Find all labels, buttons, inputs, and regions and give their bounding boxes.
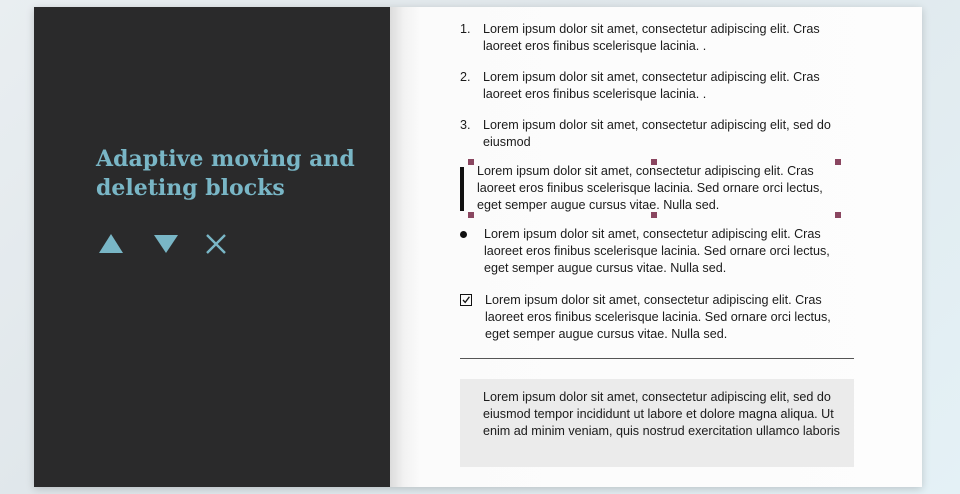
checkbox-item-text: Lorem ipsum dolor sit amet, consectetur adipiscing elit. Cras laoreet eros finibus scelerisque lacinia. Sed ornare orci lectus, eget semper augue cursus vitae. Nulla sed.: [485, 293, 831, 341]
left-page: [34, 7, 390, 487]
quote-text: Lorem ipsum dolor sit amet, consectetur adipiscing elit, sed do eiusmod tempor incididunt ut labore et dolore magna aliqua. Ut enim ad minim veniam, quis nostrud exercitation ullamco laboris: [483, 390, 840, 438]
text-cursor: [460, 167, 464, 211]
divider: [460, 358, 854, 359]
list-number: 1.: [460, 22, 471, 36]
list-item-text: Lorem ipsum dolor sit amet, consectetur adipiscing elit. Cras laoreet eros finibus scelerisque lacinia. .: [483, 70, 820, 101]
checkbox[interactable]: [460, 294, 472, 306]
delete-icon[interactable]: [203, 231, 229, 257]
list-number: 2.: [460, 70, 471, 84]
book-spread: [34, 7, 922, 487]
page-heading: Adaptive moving and deleting blocks: [96, 146, 355, 201]
bullet-dot: [460, 231, 467, 238]
bullet-item-text: Lorem ipsum dolor sit amet, consectetur adipiscing elit. Cras laoreet eros finibus scelerisque lacinia. Sed ornare orci lectus, eget semper augue cursus vitae. Nulla sed.: [484, 227, 830, 275]
selected-block-text: Lorem ipsum dolor sit amet, consectetur adipiscing elit. Cras laoreet eros finibus scelerisque lacinia. Sed ornare orci lectus, eget semper augue cursus vitae. Nulla sed.: [477, 164, 823, 212]
list-number: 3.: [460, 118, 471, 132]
resize-handle[interactable]: [468, 212, 474, 218]
right-page: [390, 7, 922, 487]
quote-block[interactable]: [460, 379, 854, 467]
move-up-icon[interactable]: [98, 231, 124, 257]
list-item-text: Lorem ipsum dolor sit amet, consectetur adipiscing elit. Cras laoreet eros finibus scelerisque lacinia. .: [483, 22, 820, 53]
list-item-text: Lorem ipsum dolor sit amet, consectetur adipiscing elit, sed do eiusmod: [483, 118, 831, 149]
move-down-icon[interactable]: [153, 231, 179, 257]
resize-handle[interactable]: [468, 159, 474, 165]
